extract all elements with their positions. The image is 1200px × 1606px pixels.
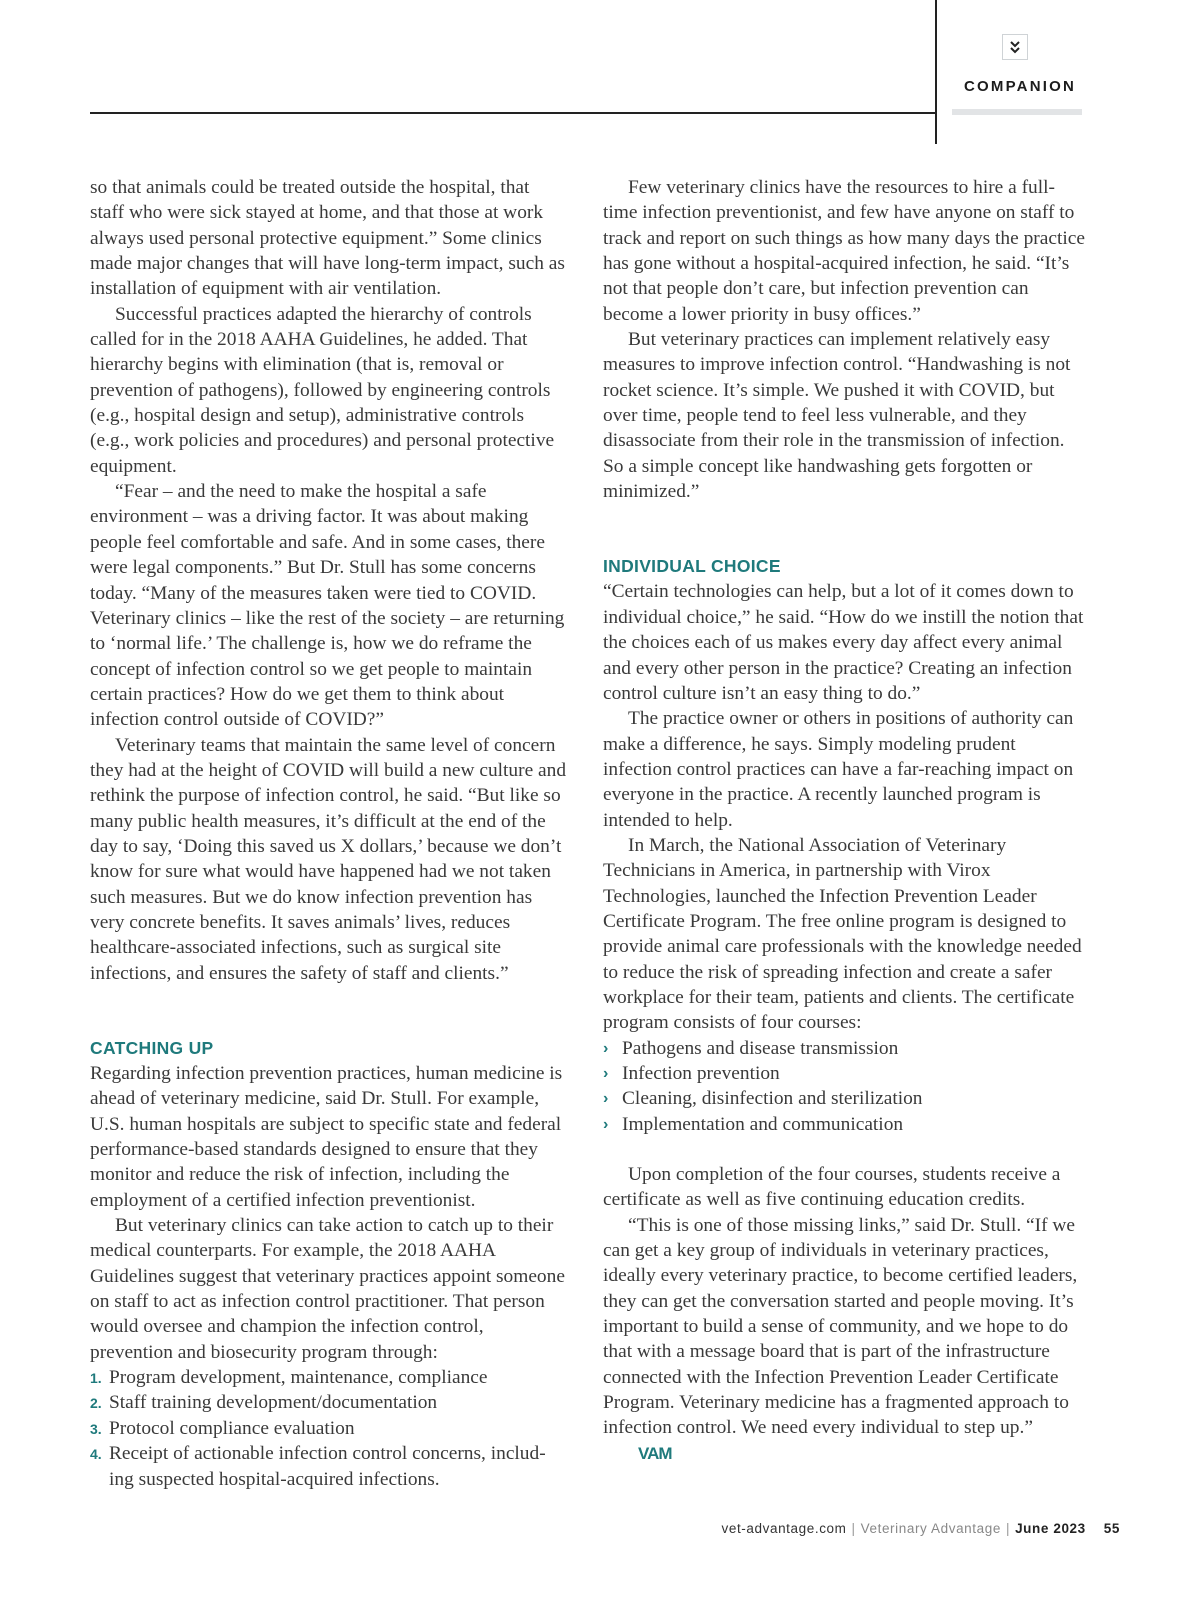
list-item <box>90 1365 568 1390</box>
list-number: 4. <box>90 1446 102 1463</box>
bullet-chevron-icon: › <box>603 1090 609 1108</box>
list-item <box>603 1061 1085 1086</box>
header-vertical-rule <box>935 0 937 144</box>
list-number: 2. <box>90 1395 102 1412</box>
list-item <box>90 1390 568 1415</box>
list-item <box>603 1086 1085 1111</box>
list-item <box>90 1416 568 1441</box>
spacer <box>603 1137 1085 1162</box>
program-numbered-list <box>90 1365 568 1492</box>
right-column <box>603 175 1085 1469</box>
list-item-text: Pathogens and disease transmission <box>622 1037 899 1059</box>
left-paragraph-4: Veterinary teams that maintain the same level of concern they had at the height of COVID will build a new culture and rethink the purpose of infection control, he said. “But like so many public health measures, it’s difficult at the end of the day to say, ‘Doing this saved us X dollars,’ because we don’t know for sure what would have happened had we not taken such measures. But we do know infection prevention has very concrete benefits. It saves animals’ lives, reduces healthcare-associated infections, such as surgical site infections, and ensures the safety of staff and clients.” <box>90 734 567 984</box>
vam-logo-text: VAM <box>638 1443 672 1462</box>
page-number: 55 <box>1103 1521 1120 1536</box>
spacer <box>603 504 1085 554</box>
left-paragraph-3: “Fear – and the need to make the hospital a safe environment – was a driving factor. It was about making people feel comfortable and safe. And in some cases, there were legal components.” But Dr. Stull has some concerns today. “Many of the measures taken were tied to COVID. Veterinary clinics – like the rest of the society – are returning to ‘normal life.’ The challenge is, how we do reframe the concept of infection control so we get people to maintain certain practices? How do we get them to think about infection control outside of COVID?” <box>90 481 565 731</box>
right-paragraph-4: The practice owner or others in positions of authority can make a difference, he says. Simply modeling prudent infection control practices can have a far-reaching impact on everyone in the practice. A recently launched program is intended to help. <box>603 708 1074 831</box>
bullet-chevron-icon: › <box>603 1039 609 1057</box>
courses-bullet-list <box>603 1036 1085 1137</box>
left-paragraph-5: Regarding infection prevention practices, human medicine is ahead of veterinary medicine, said Dr. Stull. For example, U.S. human hospitals are subject to specific state and federal performance-based standards designed to ensure that they monitor and reduce the risk of infection, including the employment of a certified infection preventionist. <box>90 1063 563 1211</box>
footer-date: June 2023 <box>1015 1521 1086 1536</box>
section-label-bar <box>952 109 1082 115</box>
right-paragraph-7 <box>603 1213 1085 1469</box>
footer-separator: | <box>1005 1521 1011 1536</box>
left-paragraph-1: so that animals could be treated outside the hospital, that staff who were sick stayed at home, and that those at work always used personal protective equipment.” Some clinics made major changes that will have long-term impact, such as installation of equipment with air ventilation. <box>90 177 565 300</box>
list-item-text: Program development, maintenance, compliance <box>109 1367 488 1389</box>
list-item-text: Cleaning, disinfection and sterilization <box>622 1088 923 1110</box>
left-column <box>90 175 568 1492</box>
list-item-text: Protocol compliance evaluation <box>109 1417 355 1439</box>
list-item-text: Receipt of actionable infection control concerns, includ-ing suspected hospital-acquired infections. <box>109 1443 546 1490</box>
individual-choice-heading: INDIVIDUAL CHOICE <box>603 556 781 577</box>
list-item <box>90 1441 568 1492</box>
list-item-text: Staff training development/documentation <box>109 1392 438 1414</box>
right-paragraph-3: “Certain technologies can help, but a lot of it comes down to individual choice,” he said. “How do we instill the notion that the choices each of us makes every day affect every animal and every other person in the practice? Creating an infection control culture isn’t an easy thing to do.” <box>603 581 1084 704</box>
right-paragraph-7-text: “This is one of those missing links,” said Dr. Stull. “If we can get a key group of individuals in veterinary practices, ideally every veterinary practice, to become certified leaders, they can get the conversation started and people moving. It’s important to build a sense of community, and we hope to do that with a message board that is part of the infrastructure connected with the Infection Prevention Leader Certificate Program. Veterinary medicine has a fragmented approach to infection control. We need every individual to step up.” <box>603 1214 1078 1439</box>
catching-up-heading: CATCHING UP <box>90 1038 214 1058</box>
left-paragraph-2: Successful practices adapted the hierarchy of controls called for in the 2018 AAHA Guidelines, he added. That hierarchy begins with elimination (that is, removal or prevention of pathogens), followed by engineering controls (e.g., hospital design and setup), administrative controls (e.g., work policies and procedures) and personal protective equipment. <box>90 303 555 477</box>
vam-logo <box>613 1444 678 1469</box>
left-paragraph-6: But veterinary clinics can take action to catch up to their medical counterparts. For example, the 2018 AAHA Guidelines suggest that veterinary practices appoint someone on staff to act as infection control practitioner. That person would oversee and champion the infection control, prevention and biosecurity program through: <box>90 1215 565 1363</box>
section-label: COMPANION <box>964 78 1077 95</box>
header-horizontal-rule <box>90 112 936 114</box>
spacer <box>90 986 568 1036</box>
bullet-chevron-icon: › <box>603 1115 609 1133</box>
list-number: 1. <box>90 1370 102 1387</box>
right-paragraph-2: But veterinary practices can implement relatively easy measures to improve infection control. “Handwashing is not rocket science. It’s simple. We pushed it with COVID, but over time, people tend to feel less vulnerable, and they disassociate from their role in the transmission of infection. So a simple concept like handwashing gets forgotten or minimized.” <box>603 329 1071 503</box>
list-item-text: Infection prevention <box>622 1063 780 1084</box>
list-item <box>603 1036 1085 1061</box>
footer-separator: | <box>851 1521 856 1536</box>
bullet-chevron-icon: › <box>603 1065 609 1082</box>
right-paragraph-1: Few veterinary clinics have the resources to hire a full-time infection preventionist, and few have anyone on staff to track and report on such things as how many days the practice has gone without a hospital-acquired infection, he said. “It’s not that people don’t care, but infection prevention can become a lower priority in busy offices.” <box>603 177 1085 325</box>
footer-publication: Veterinary Advantage <box>860 1521 1001 1536</box>
double-chevron-down-icon <box>1002 34 1028 60</box>
right-paragraph-5: In March, the National Association of Veterinary Technicians in America, in partnership with Virox Technologies, launched the Infection Prevention Leader Certificate Program. The free online program is designed to provide animal care professionals with the knowledge needed to reduce the risk of spreading infection and create a safer workplace for their team, patients and clients. The certificate program consists of four courses: <box>603 834 1082 1034</box>
footer-site: vet-advantage.com <box>721 1521 847 1536</box>
list-item <box>603 1112 1085 1137</box>
list-item-text: Implementation and communication <box>622 1113 904 1135</box>
right-paragraph-6: Upon completion of the four courses, students receive a certificate as well as five continuing education credits. <box>603 1164 1061 1211</box>
list-number: 3. <box>90 1420 102 1437</box>
page-footer <box>721 1521 1120 1536</box>
